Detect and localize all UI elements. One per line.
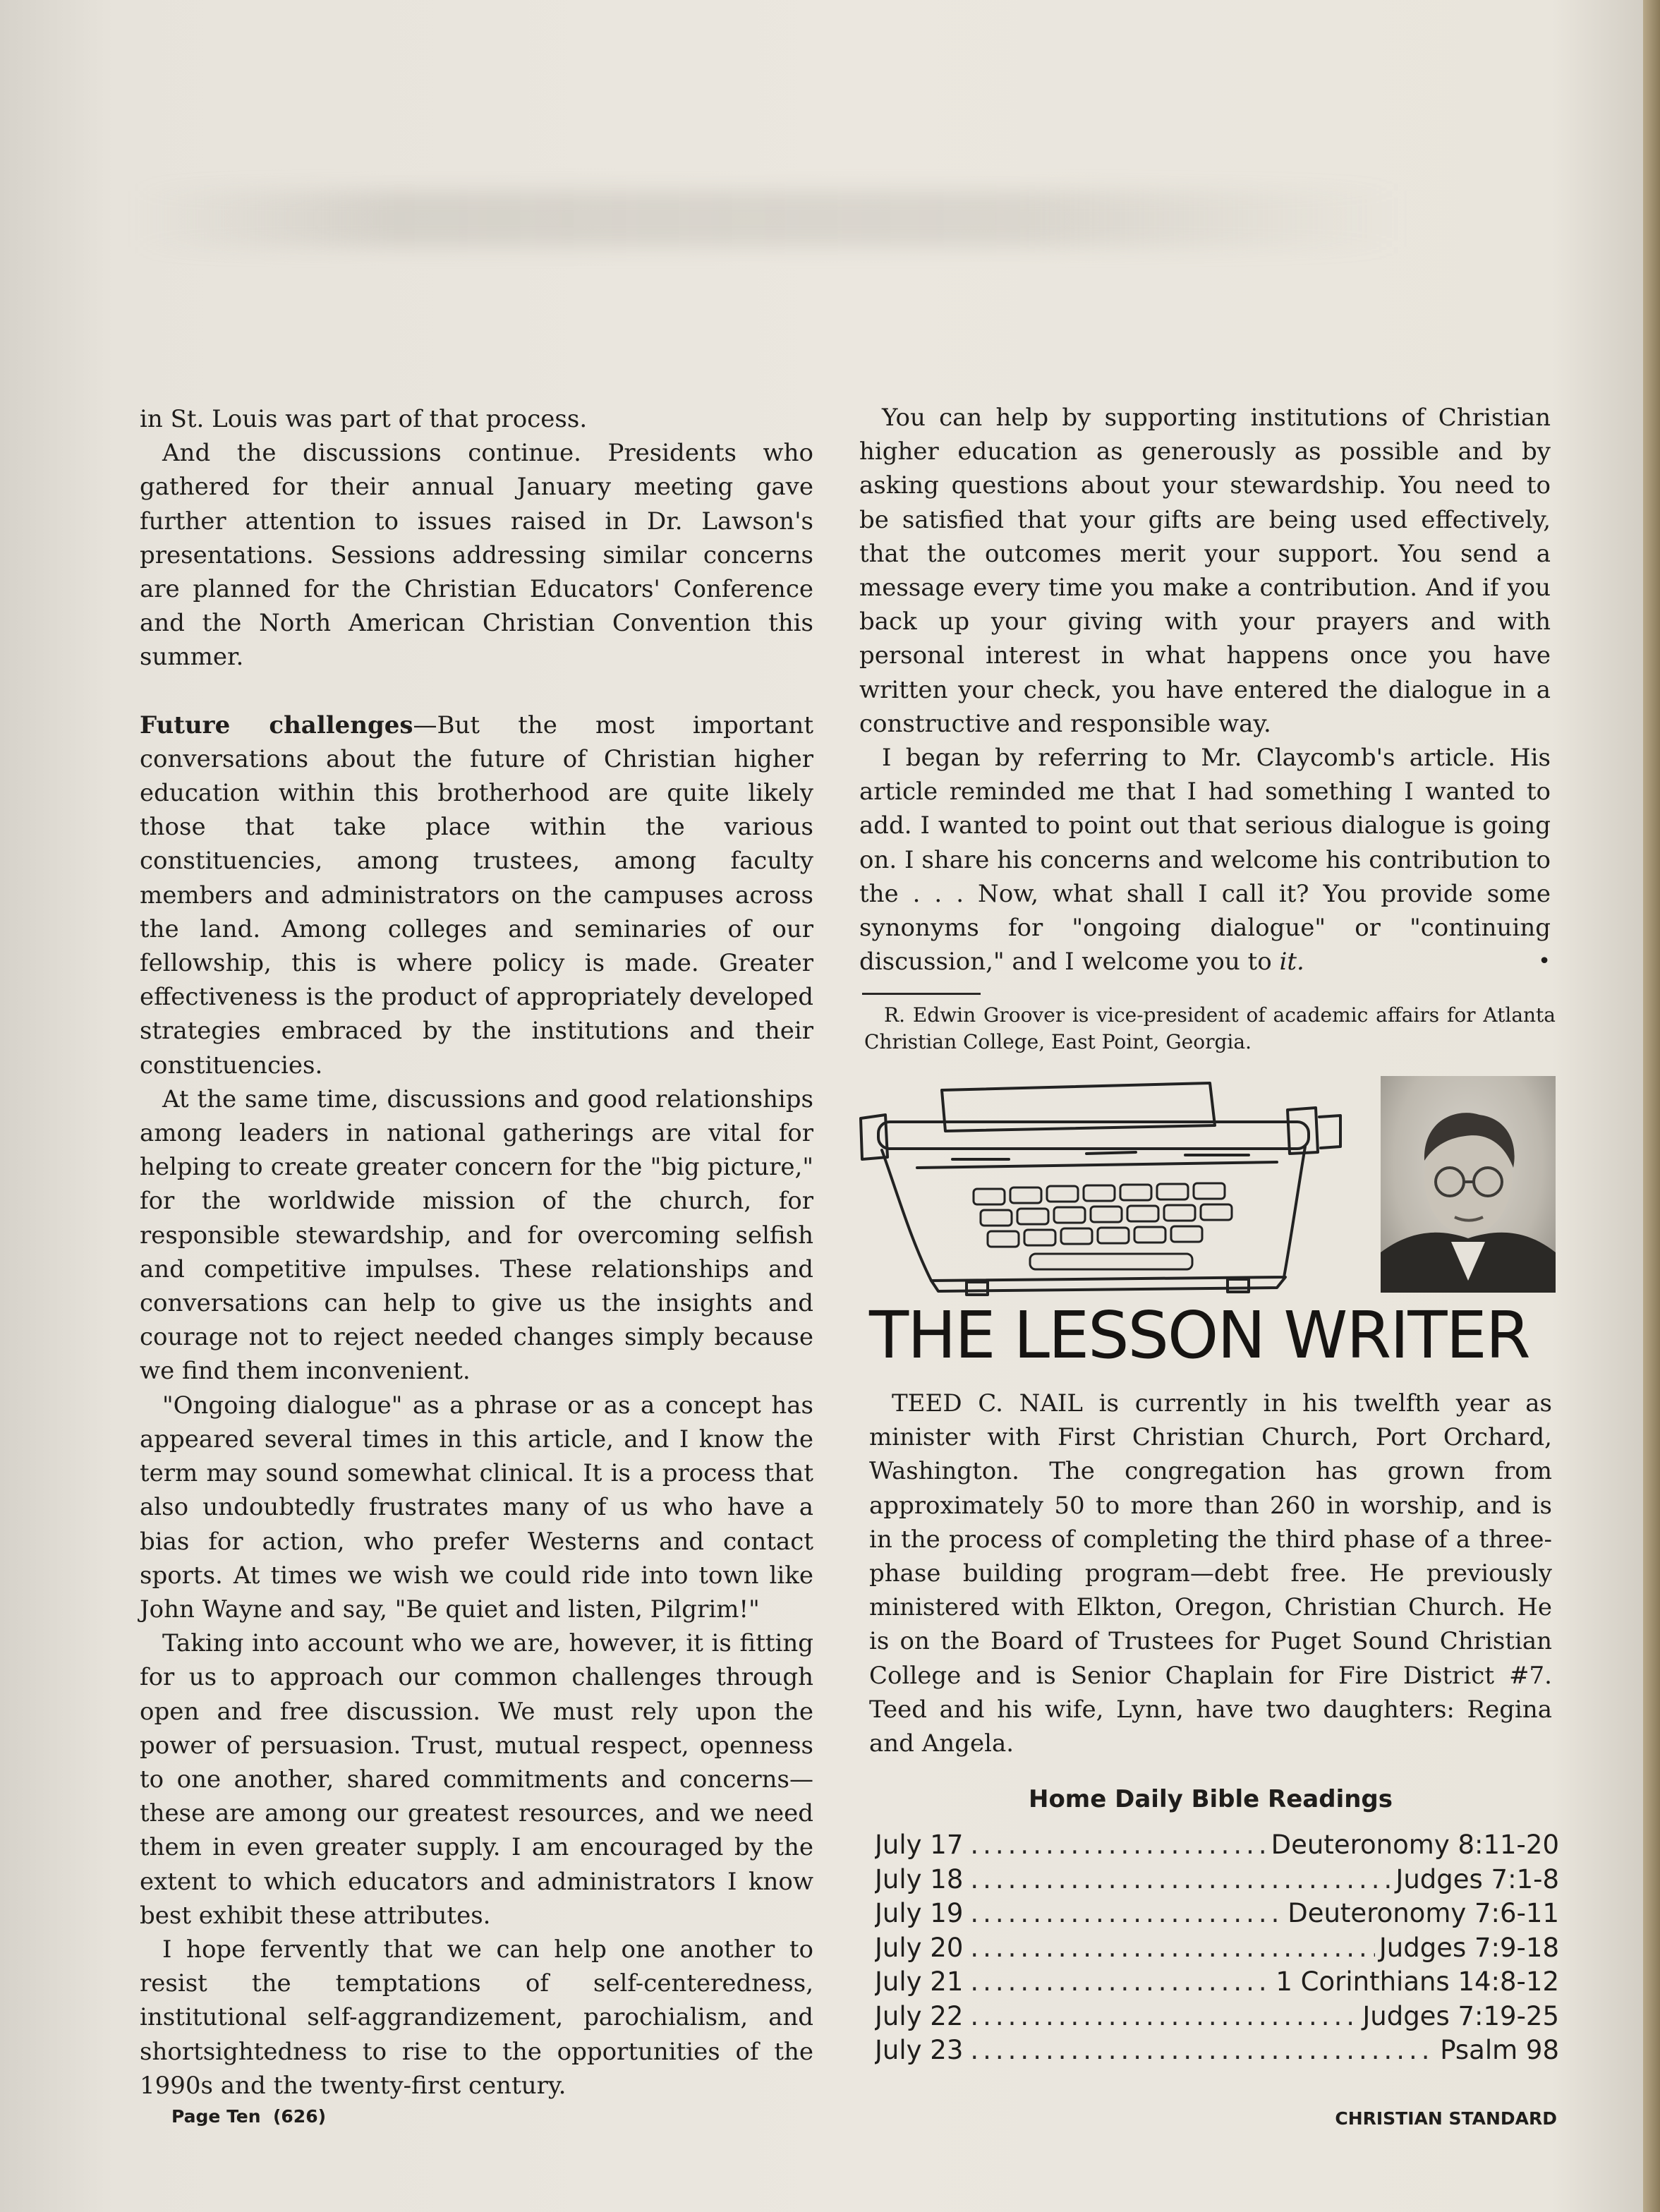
left-column xyxy=(140,402,813,2103)
readings-list xyxy=(875,1828,1559,2068)
reading-date: July 20 xyxy=(875,1932,964,1963)
lesson-writer-bio: TEED C. NAIL is currently in his twelfth year as minister with First Christian Church, Port Orchard, Washington. The congregation has grown from approximately 50 to more than 260 in worship, and is in the process of completing the third phase of a three-phase building program—debt free. He previously ministered with Elkton, Oregon, Christian Church. He is on the Board of Trustees for Puget Sound Christian College and is Senior Chaplain for Fire District #7. Teed and his wife, Lynn, have two daughters: Regina and Angela. xyxy=(869,1389,1552,1758)
dot-leader xyxy=(970,1965,1271,2000)
paragraph: I hope fervently that we can help one another to resist the temptations of self-centeredness, institutional self-aggrandizement, parochialism, and shortsightedness to rise to the opportunities of the 1990s and the twenty-first century. xyxy=(140,1935,813,2100)
reading-reference: Deuteronomy 8:11-20 xyxy=(1271,1830,1559,1860)
bleed-through-shadow xyxy=(134,191,1404,247)
dot-leader xyxy=(970,2000,1358,2034)
reading-date: July 19 xyxy=(875,1898,964,1928)
reading-date: July 22 xyxy=(875,2000,964,2031)
right-column xyxy=(859,401,1551,979)
reading-date: July 17 xyxy=(875,1830,964,1860)
reading-row xyxy=(875,1931,1559,1966)
reading-date: July 18 xyxy=(875,1863,964,1894)
subhead: Future challenges xyxy=(140,711,413,739)
paragraph: I began by referring to Mr. Claycomb's article. His article reminded me that I had something I wanted to add. I wanted to point out that serious dialogue is going on. I share his concerns and welcome his contribution to the . . . Now, what shall I call it? You provide some synonyms for "ongoing dialogue" or "continuing discussion," and I welcome you to it. • xyxy=(859,741,1551,979)
publication-name: CHRISTIAN STANDARD xyxy=(1335,2108,1557,2129)
paragraph: in St. Louis was part of that process. xyxy=(140,405,588,433)
paragraph: At the same time, discussions and good relationships among leaders in national gatherings are vital for helping to create greater concern for the "big picture," for the worldwide mission of the church, for responsible stewardship, and for overcoming selfish and competitive impulses. These relationships and conversations can help to give us the insights and courage not to reject needed changes simply because we find them inconvenient. xyxy=(140,1084,813,1386)
paragraph: "Ongoing dialogue" as a phrase or as a concept has appeared several times in this article, and I know the term may sound somewhat clinical. It is a process that also undoubtedly frustrates many of us who have a bias for action, who prefer Westerns and contact sports. At times we wish we could ride into town like John Wayne and say, "Be quiet and listen, Pilgrim!" xyxy=(140,1391,813,1624)
dot-leader xyxy=(970,1863,1391,1897)
typewriter-illustration xyxy=(854,1076,1390,1302)
dot-leader xyxy=(970,1931,1374,1966)
writer-name: TEED C. NAIL xyxy=(892,1389,1083,1418)
reading-reference: Judges 7:19-25 xyxy=(1362,2000,1559,2031)
reading-reference: 1 Corinthians 14:8-12 xyxy=(1276,1966,1559,1997)
paragraph: Taking into account who we are, however, it is fitting for us to approach our common challenges through open and free discussion. We must rely upon the power of persuasion. Trust, mutual respect, openness to one another, shared commitments and concerns—these are among our greatest resources, and we need them in even greater supply. I am encouraged by the extent to which educators and administrators I know best exhibit these attributes. xyxy=(140,1629,813,1930)
end-mark: • xyxy=(1538,949,1551,974)
reading-row xyxy=(875,1828,1559,1863)
reading-row xyxy=(875,1863,1559,1897)
paragraph: Future challenges—But the most important conversations about the future of Christian higher education within this brotherhood are quite likely those that take place within the various constituencies, among trustees, among faculty members and administrators on the campuses across the land. Among colleges and seminaries of our fellowship, this is where policy is made. Greater effectiveness is the product of appropriately developed strategies embraced by the institutions and their constituencies. xyxy=(140,711,813,1080)
reading-reference: Deuteronomy 7:6-11 xyxy=(1288,1898,1559,1928)
dot-leader xyxy=(970,2033,1436,2068)
author-bio: R. Edwin Groover is vice-president of academic affairs for Atlanta Christian College, East Point, Georgia. xyxy=(864,1003,1556,1053)
readings-title: Home Daily Bible Readings xyxy=(1028,1785,1393,1813)
reading-reference: Judges 7:9-18 xyxy=(1379,1932,1559,1963)
dot-leader xyxy=(970,1828,1266,1863)
page-folio: Page Ten (626) xyxy=(171,2106,327,2127)
reading-reference: Judges 7:1-8 xyxy=(1395,1863,1559,1894)
paragraph: You can help by supporting institutions of Christian higher education as generously as possible and by asking questions about your stewardship. You need to be satisfied that your gifts are being used effectively, that the outcomes merit your support. You send a message every time you make a contribution. And if you back up your giving with your prayers and with personal interest in what happens once you have written your check, you have entered the dialogue in a constructive and responsible way. xyxy=(859,404,1551,738)
divider xyxy=(862,993,981,995)
lesson-writer-headline: THE LESSON WRITER xyxy=(869,1298,1529,1373)
reading-row xyxy=(875,1965,1559,2000)
reading-date: July 23 xyxy=(875,2035,964,2065)
dot-leader xyxy=(970,1897,1283,1931)
reading-reference: Psalm 98 xyxy=(1440,2035,1559,2065)
author-photo xyxy=(1381,1076,1556,1293)
reading-date: July 21 xyxy=(875,1966,964,1997)
paragraph: And the discussions continue. Presidents who gathered for their annual January meeting gave further attention to issues raised in Dr. Lawson's presentations. Sessions addressing similar concerns are planned for the Christian Educators' Conference and the North American Christian Convention this summer. xyxy=(140,439,813,672)
reading-row xyxy=(875,1897,1559,1931)
reading-row xyxy=(875,2033,1559,2068)
page-edge xyxy=(1643,0,1660,2212)
reading-row xyxy=(875,2000,1559,2034)
